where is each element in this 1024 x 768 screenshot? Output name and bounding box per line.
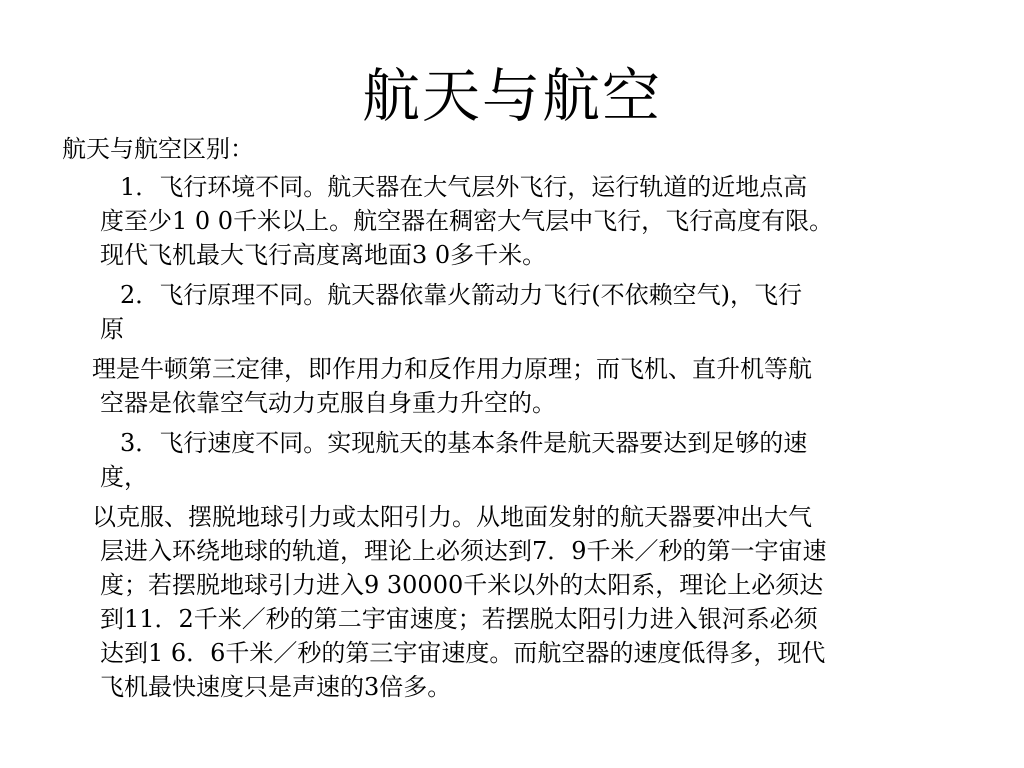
paragraph-line: 2．飞行原理不同。航天器依靠火箭动力飞行(不依赖空气)，飞行: [120, 281, 802, 309]
slide-body: [62, 132, 972, 704]
paragraph-line: 理是牛顿第三定律，即作用力和反作用力原理；而飞机、直升机等航: [92, 355, 812, 383]
paragraph-3-continued: [62, 500, 972, 704]
paragraph-2-continued: [62, 352, 972, 420]
paragraph-line: 原: [100, 315, 124, 343]
slide-title: 航天与航空: [361, 62, 662, 130]
paragraph-line: 以克服、摆脱地球引力或太阳引力。从地面发射的航天器要冲出大气: [92, 503, 812, 531]
paragraph-line: 度至少1 0 0千米以上。航空器在稠密大气层中飞行，飞行高度有限。: [100, 207, 834, 235]
paragraph-line: 飞机最快速度只是声速的3倍多。: [100, 673, 452, 701]
paragraph-line: 度，: [100, 463, 148, 491]
paragraph-line: 空器是依靠空气动力克服自身重力升空的。: [100, 389, 556, 417]
paragraph-3: [62, 426, 972, 494]
paragraph-line: 达到1 6．6千米／秒的第三宇宙速度。而航空器的速度低得多，现代: [100, 639, 826, 667]
paragraph-line: 3．飞行速度不同。实现航天的基本条件是航天器要达到足够的速: [120, 429, 808, 457]
paragraph-line: 层进入环绕地球的轨道，理论上必须达到7．9千米／秒的第一宇宙速: [100, 537, 827, 565]
paragraph-line: 1．飞行环境不同。航天器在大气层外飞行，运行轨道的近地点高: [120, 173, 808, 201]
paragraph-line: 度；若摆脱地球引力进入9 30000千米以外的太阳系，理论上必须达: [100, 571, 824, 599]
paragraph-1: [62, 170, 972, 272]
paragraph-line: 到11．2千米／秒的第二宇宙速度；若摆脱太阳引力进入银河系必须: [100, 605, 818, 633]
paragraph-line: 现代飞机最大飞行高度离地面3 0多千米。: [100, 241, 547, 269]
paragraph-2: [62, 278, 972, 346]
subheading: 航天与航空区别：: [62, 135, 254, 163]
